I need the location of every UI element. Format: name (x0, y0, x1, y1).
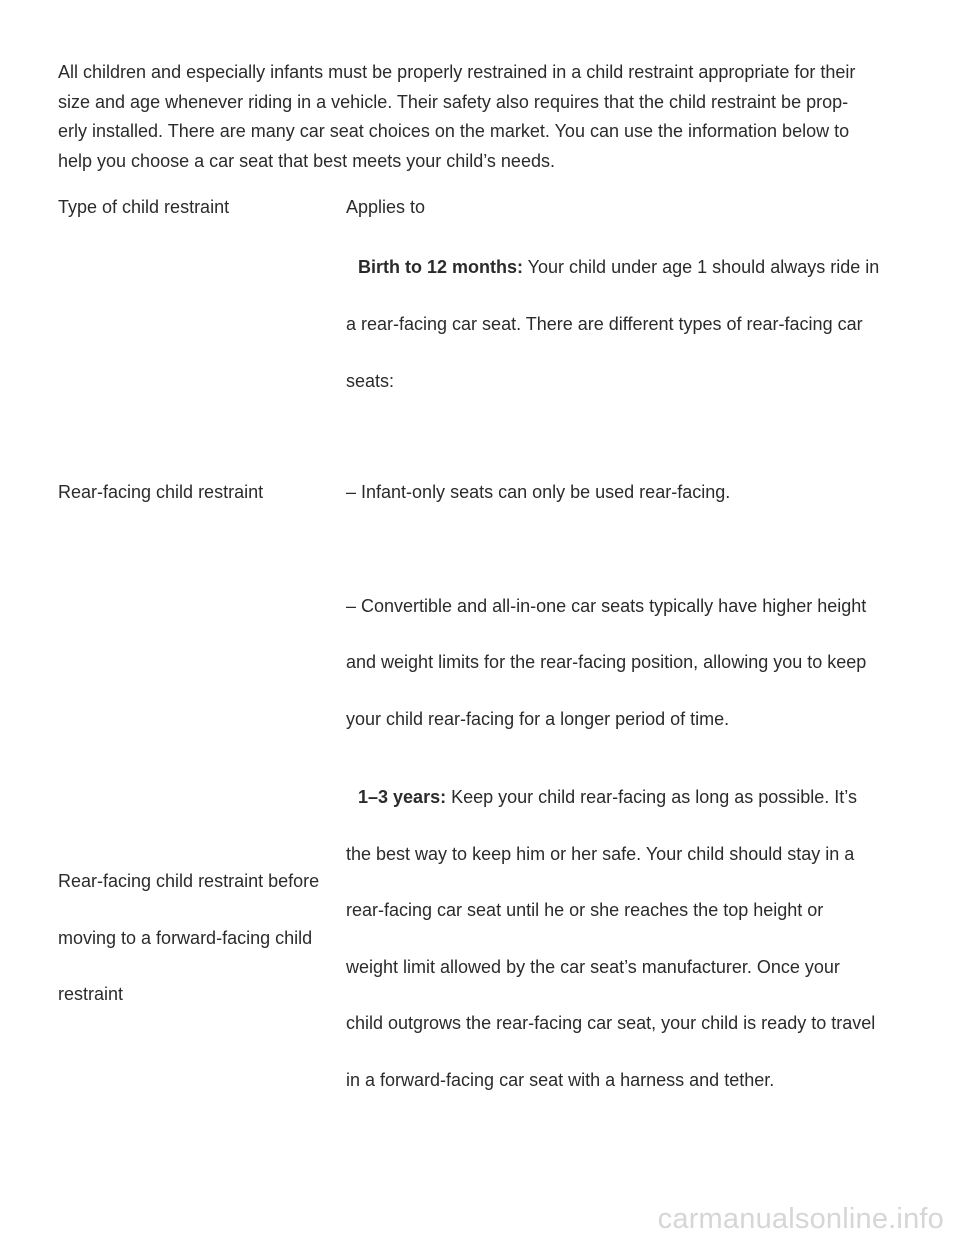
row-type-label: Rear-facing child restraint before (58, 871, 320, 891)
applies-line: weight limit allowed by the car seat’s manufacturer. Once your (346, 957, 840, 977)
row-lead-line (358, 257, 879, 278)
row-type-label: moving to a forward-facing child (58, 928, 313, 948)
age-range-label: Birth to 12 months: (358, 257, 523, 277)
applies-line: a rear-facing car seat. There are different types of rear-facing car (346, 314, 863, 334)
row-lead-line (358, 787, 857, 808)
row-type-label: Rear-facing child restraint (58, 482, 264, 502)
applies-line: rear-facing car seat until he or she reaches the top height or (346, 900, 824, 920)
intro-line: size and age whenever riding in a vehicle. Their safety also requires that the child restraint be prop- (58, 92, 849, 112)
bullet-item: – Convertible and all-in-one car seats typically have higher height (346, 596, 867, 616)
intro-line: help you choose a car seat that best meets your child’s needs. (58, 151, 555, 171)
header-type-of-child-restraint: Type of child restraint (58, 197, 230, 217)
lead-text: Your child under age 1 should always ride in (523, 257, 880, 277)
bullet-item-continuation: and weight limits for the rear-facing position, allowing you to keep (346, 652, 867, 672)
bullet-item: – Infant-only seats can only be used rear-facing. (346, 482, 731, 502)
age-range-label: 1–3 years: (358, 787, 447, 807)
header-applies-to: Applies to (346, 197, 426, 217)
applies-line: in a forward-facing car seat with a harness and tether. (346, 1070, 775, 1090)
bullet-item-continuation: your child rear-facing for a longer period of time. (346, 709, 730, 729)
applies-line: seats: (346, 371, 395, 391)
row-type-label: restraint (58, 984, 124, 1004)
lead-text: Keep your child rear-facing as long as possible. It’s (446, 787, 857, 807)
intro-line: All children and especially infants must be properly restrained in a child restraint appropriate for their (58, 62, 856, 82)
watermark: carmanualsonline.info (657, 1203, 944, 1235)
applies-line: the best way to keep him or her safe. Your child should stay in a (346, 844, 855, 864)
applies-line: child outgrows the rear-facing car seat, your child is ready to travel (346, 1013, 876, 1033)
intro-line: erly installed. There are many car seat choices on the market. You can use the information below to (58, 121, 850, 141)
